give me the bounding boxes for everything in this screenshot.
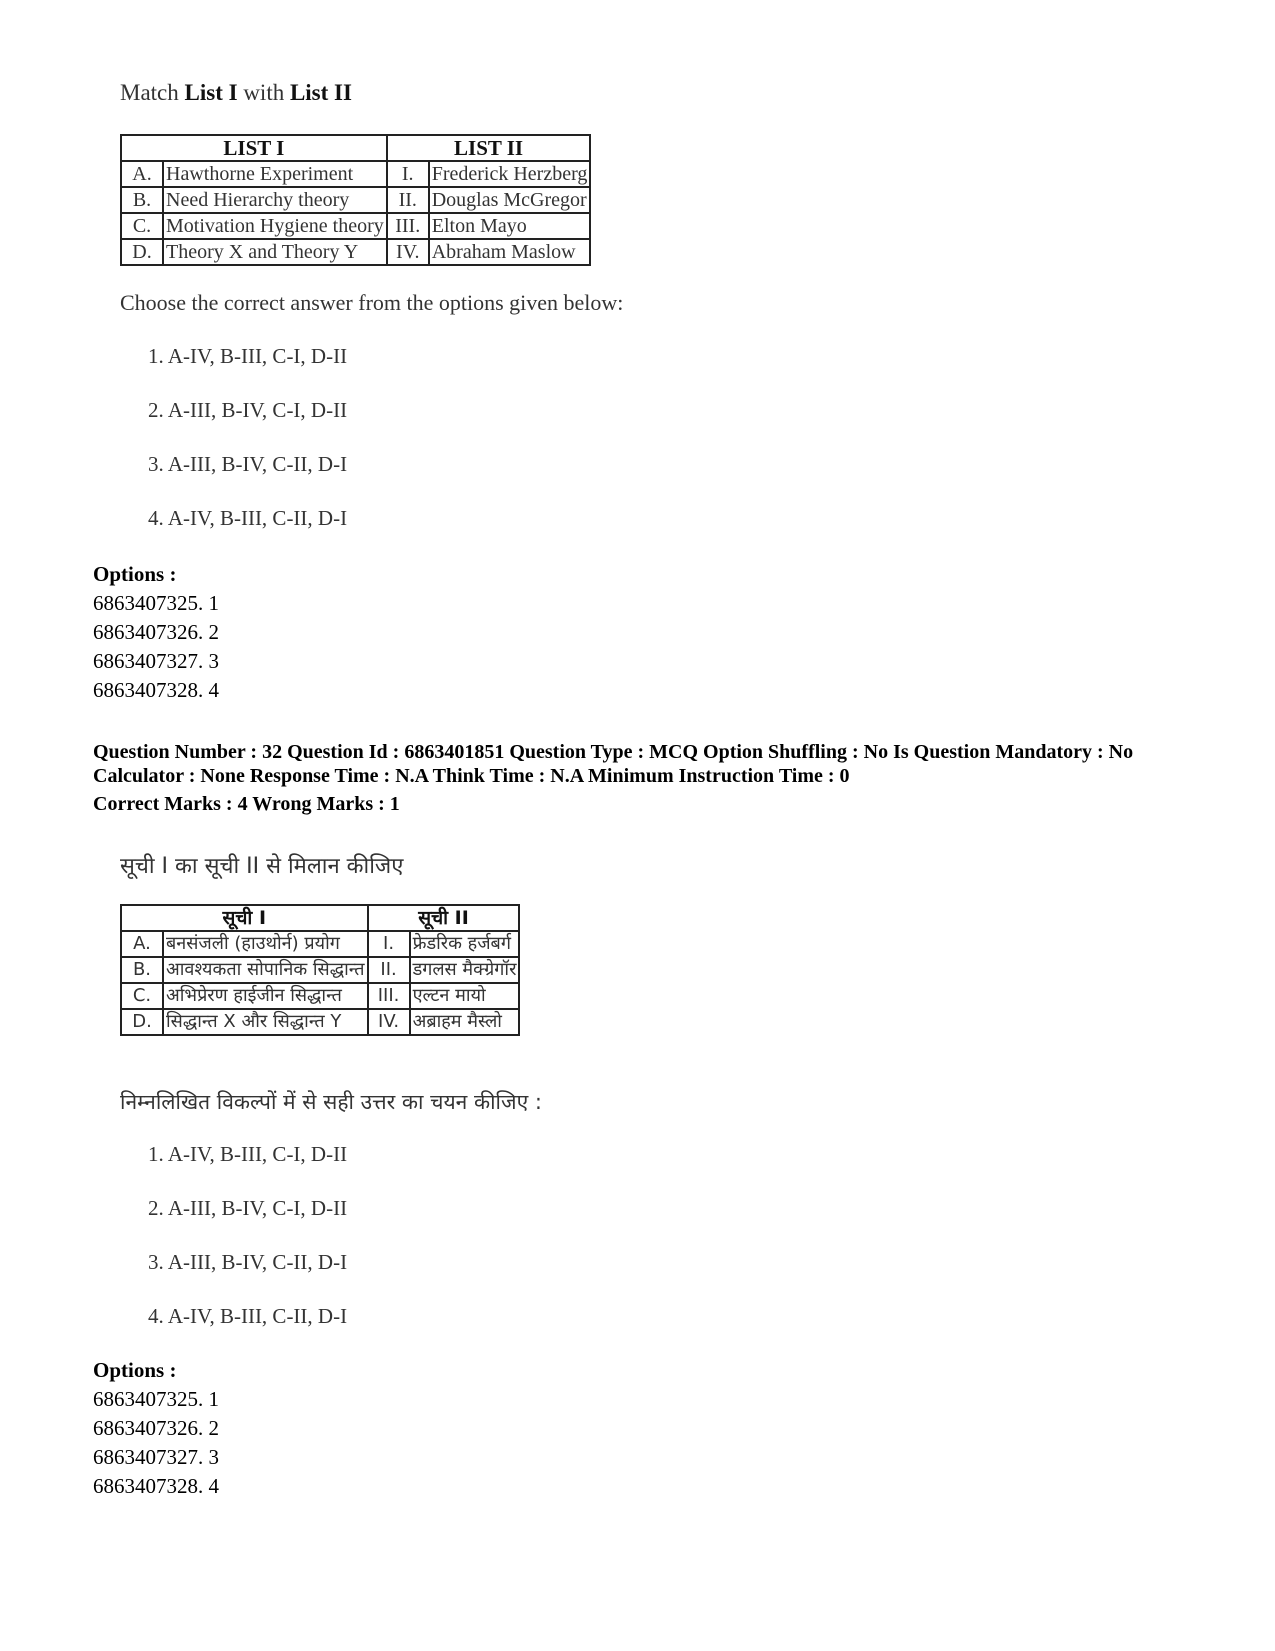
list2-item: Douglas McGregor (429, 187, 591, 213)
table-row (121, 239, 590, 265)
option-item: 6863407327. 3 (93, 1445, 219, 1469)
list1-item: अभिप्रेरण हाईजीन सिद्धान्त (163, 983, 368, 1009)
list1-item: Motivation Hygiene theory (163, 213, 387, 239)
q2-choose-text: निम्नलिखित विकल्पों में से सही उत्तर का चयन कीजिए : (120, 1090, 542, 1114)
question-meta (93, 740, 1213, 816)
q1-intro-list1: List I (184, 80, 238, 105)
list1-key: D. (121, 1009, 163, 1035)
options-label: Options : (93, 1358, 177, 1382)
q1-intro-text: Match (120, 80, 185, 105)
q1-options (93, 560, 219, 705)
q1-match-table (120, 134, 591, 266)
list1-key: A. (121, 931, 163, 957)
q1-choose-text: Choose the correct answer from the options given below: (120, 290, 624, 315)
q2-choice-2: 2. A-III, B-IV, C-I, D-II (148, 1196, 348, 1220)
table-row (121, 1009, 519, 1035)
list2-header: LIST II (387, 135, 591, 161)
list1-item: Hawthorne Experiment (163, 161, 387, 187)
list2-item: Elton Mayo (429, 213, 591, 239)
list2-item: डगलस मैक्ग्रेगॉर (410, 957, 520, 983)
q2-match-table (120, 904, 520, 1036)
q2-choice-1: 1. A-IV, B-III, C-I, D-II (148, 1142, 348, 1166)
list2-item: Frederick Herzberg (429, 161, 591, 187)
options-label: Options : (93, 562, 177, 586)
list1-key: B. (121, 957, 163, 983)
list1-item: Need Hierarchy theory (163, 187, 387, 213)
question-marks: Correct Marks : 4 Wrong Marks : 1 (93, 793, 400, 815)
option-item: 6863407326. 2 (93, 620, 219, 644)
list1-item: Theory X and Theory Y (163, 239, 387, 265)
q1-intro-list2: List II (289, 80, 352, 105)
list2-key: IV. (387, 239, 429, 265)
table-row (121, 957, 519, 983)
list2-key: I. (387, 161, 429, 187)
list2-key: III. (387, 213, 429, 239)
list1-header: सूची I (121, 905, 368, 931)
table-row (121, 161, 590, 187)
table-header-row (121, 905, 519, 931)
table-row (121, 187, 590, 213)
q2-instruction: सूची I का सूची II से मिलान कीजिए (120, 854, 404, 879)
list2-key: I. (368, 931, 410, 957)
q2-options (93, 1356, 219, 1501)
list1-key: C. (121, 213, 163, 239)
option-item: 6863407325. 1 (93, 591, 219, 615)
option-item: 6863407327. 3 (93, 649, 219, 673)
option-item: 6863407326. 2 (93, 1416, 219, 1440)
list2-key: III. (368, 983, 410, 1009)
q1-choice-1: 1. A-IV, B-III, C-I, D-II (148, 344, 348, 368)
list1-item: आवश्यकता सोपानिक सिद्धान्त (163, 957, 368, 983)
list2-item: एल्टन मायो (410, 983, 520, 1009)
list1-item: सिद्धान्त X और सिद्धान्त Y (163, 1009, 368, 1035)
list1-item: बनसंजली (हाउथोर्न) प्रयोग (163, 931, 368, 957)
option-item: 6863407325. 1 (93, 1387, 219, 1411)
table-row (121, 213, 590, 239)
list2-item: अब्राहम मैस्लो (410, 1009, 520, 1035)
q1-choice-3: 3. A-III, B-IV, C-II, D-I (148, 452, 348, 476)
list1-key: A. (121, 161, 163, 187)
q1-instruction (120, 80, 352, 106)
question-meta-line1: Question Number : 32 Question Id : 6863401851 Question Type : MCQ Option Shuffling : No Is Question Mandatory : No Calculator : None Response Time : N.A Think Time : N.A Minimum Instruction Time : 0 (93, 741, 1134, 787)
q2-choice-3: 3. A-III, B-IV, C-II, D-I (148, 1250, 348, 1274)
q2-choice-4: 4. A-IV, B-III, C-II, D-I (148, 1304, 348, 1328)
list2-header: सूची II (368, 905, 520, 931)
q1-choice-2: 2. A-III, B-IV, C-I, D-II (148, 398, 348, 422)
list2-key: II. (387, 187, 429, 213)
list1-key: D. (121, 239, 163, 265)
table-row (121, 983, 519, 1009)
q1-intro-mid: with (237, 80, 290, 105)
list2-key: II. (368, 957, 410, 983)
list1-key: C. (121, 983, 163, 1009)
list2-item: फ्रेडरिक हर्जबर्ग (410, 931, 520, 957)
option-item: 6863407328. 4 (93, 678, 219, 702)
q1-choice-4: 4. A-IV, B-III, C-II, D-I (148, 506, 348, 530)
list1-header: LIST I (121, 135, 387, 161)
list2-item: Abraham Maslow (429, 239, 591, 265)
table-header-row (121, 135, 590, 161)
table-row (121, 931, 519, 957)
list2-key: IV. (368, 1009, 410, 1035)
option-item: 6863407328. 4 (93, 1474, 219, 1498)
list1-key: B. (121, 187, 163, 213)
